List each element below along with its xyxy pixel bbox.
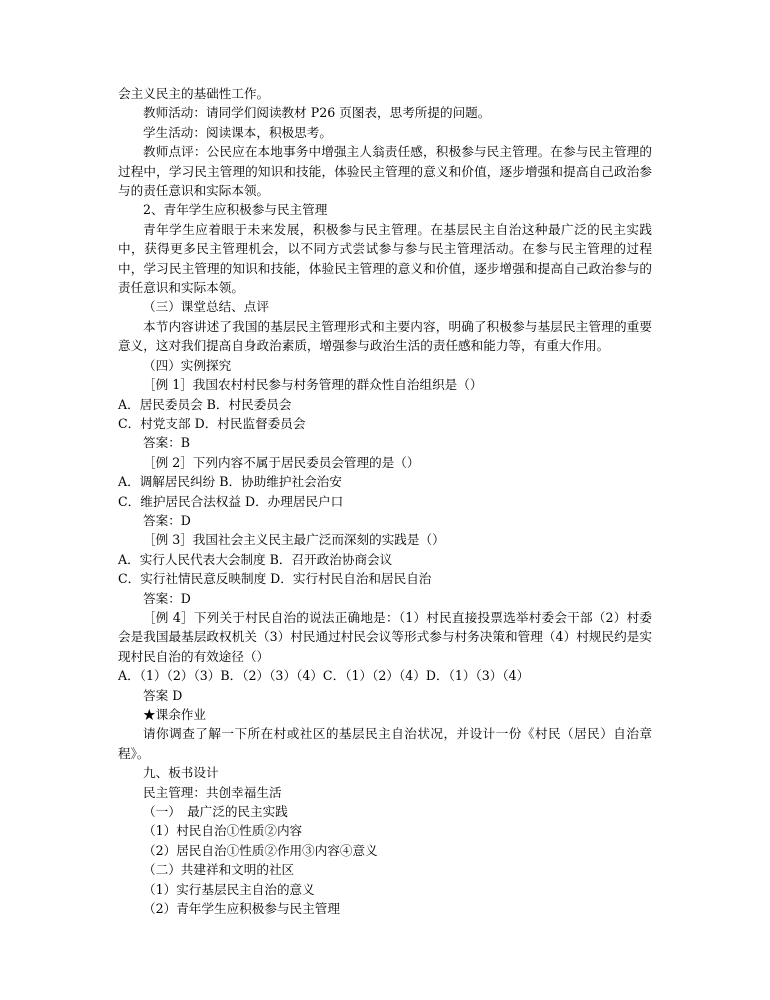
options-line: A．调解居民纠纷 B．协助维护社会治安	[118, 474, 342, 490]
board-line: （1）实行基层民主自治的意义	[143, 881, 315, 897]
options-line: A．实行人民代表大会制度 B．召开政治协商会议	[118, 551, 393, 567]
options-line: C．维护居民合法权益 D．办理居民户口	[118, 493, 344, 509]
answer-line: 答案：B	[143, 435, 191, 451]
answer-line: 答案 D	[143, 687, 183, 703]
answer-line: 答案：D	[143, 512, 191, 528]
options-line: A．（1）（2）（3）B．（2）（3）（4）C．（1）（2）（4）D．（1）（3）（4）	[118, 668, 530, 684]
answer-line: 答案：D	[143, 590, 191, 606]
board-line: （1）村民自治①性质②内容	[143, 823, 303, 839]
text-line: 会主义民主的基础性工作。	[118, 86, 270, 101]
question-2: ［例 2］下列内容不属于居民委员会管理的是（）	[143, 454, 420, 470]
homework-heading: ★课余作业	[143, 707, 206, 722]
options-line: A．居民委员会 B．村民委员会	[118, 396, 292, 412]
question-4: ［例 4］下列关于村民自治的说法正确地是：（1）村民直接投票选举村委会干部（2）村委会是我国最基层政权机关（3）村民通过村民会议等形式参与村务决策和管理（4）村规民约是实现村民自治的有效途径（）	[118, 609, 652, 664]
question-3: ［例 3］我国社会主义民主最广泛而深刻的实践是（）	[143, 532, 445, 548]
board-line: （2）居民自治①性质②作用③内容④意义	[143, 842, 378, 858]
paragraph: 教师点评：公民应在本地事务中增强主人翁责任感，积极参与民主管理。在参与民主管理的过程中，学习民主管理的知识和技能，体验民主管理的意义和价值，逐步增强和提高自己政治参与的责任意识和实际本领。	[118, 144, 652, 199]
paragraph: 青年学生应着眼于未来发展，积极参与民主管理。在基层民主自治这种最广泛的民主实践中，获得更多民主管理机会，以不同方式尝试参与参与民主管理活动。在参与民主管理的过程中，学习民主管理的知识和技能，体验民主管理的意义和价值，逐步增强和提高自己政治参与的责任意识和实际本领。	[118, 221, 652, 296]
text-line: 学生活动：阅读课本，积极思考。	[143, 124, 332, 140]
section-heading: （三）课堂总结、点评	[143, 299, 269, 315]
section-heading: 九、板书设计	[143, 765, 219, 781]
options-line: C．实行社情民意反映制度 D．实行村民自治和居民自治	[118, 571, 432, 587]
board-line: （一） 最广泛的民主实践	[143, 804, 288, 820]
text-line: 教师活动：请同学们阅读教材 P26 页图表，思考所提的问题。	[143, 105, 491, 121]
paragraph: 本节内容讲述了我国的基层民主管理形式和主要内容，明确了积极参与基层民主管理的重要意义，这对我们提高自身政治素质，增强参与政治生活的责任感和能力等，有重大作用。	[118, 318, 652, 354]
board-title: 民主管理：共创幸福生活	[143, 784, 282, 800]
section-heading: （四）实例探究	[143, 357, 232, 373]
paragraph: 请你调查了解一下所在村或社区的基层民主自治状况，并设计一份《村民（居民）自治章程》。	[118, 726, 652, 761]
board-line: （二）共建祥和文明的社区	[143, 862, 295, 878]
options-line: C．村党支部 D．村民监督委员会	[118, 415, 306, 431]
document-page	[118, 84, 652, 918]
section-heading: 2、青年学生应积极参与民主管理	[143, 202, 328, 218]
board-line: （2）青年学生应积极参与民主管理	[143, 901, 340, 917]
question-1: ［例 1］我国农村村民参与村务管理的群众性自治组织是（）	[143, 377, 483, 393]
